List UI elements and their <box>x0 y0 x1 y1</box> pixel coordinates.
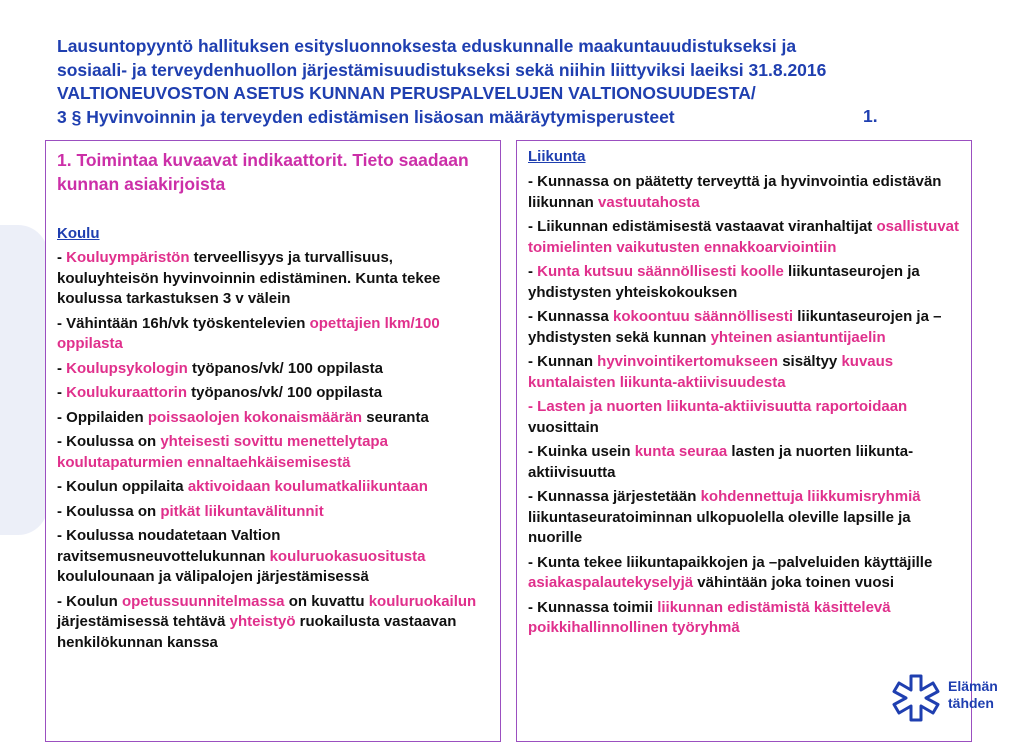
item-text: liikuntaseuratoiminnan ulkopuolella oleville lapsille ja nuorille <box>528 508 911 546</box>
page-number: 1. <box>863 106 878 126</box>
item-text: sisältyy <box>778 353 842 370</box>
item-text: liikuntaseurojen ja –yhdistysten sekä kunnan <box>528 308 942 346</box>
item-text: - <box>57 359 67 377</box>
indicator-item <box>57 383 492 404</box>
item-text: työpanos/vk/ 100 oppilasta <box>187 359 383 377</box>
item-text: ruokailusta vastaavan henkilökunnan kanssa <box>57 613 457 651</box>
logo-line-1: Elämän <box>948 678 998 694</box>
indicator-item <box>57 502 492 523</box>
highlighted-text: pitkät liikuntavälitunnit <box>160 502 324 520</box>
logo-wordmark <box>948 678 998 712</box>
highlighted-text: Koulupsykologin <box>66 359 188 377</box>
indicator-item <box>57 477 492 498</box>
indicator-item <box>57 248 492 310</box>
highlighted-text: Kouluympäristön <box>66 249 190 266</box>
item-text: - Kunnassa on päätetty terveyttä ja hyvinvointia edistävän liikunnan <box>528 173 942 211</box>
header-line-1: Lausuntopyyntö hallituksen esitysluonnoksesta eduskunnalle maakuntauudistukseksi ja <box>57 36 797 56</box>
highlighted-text: liikunnan edistämistä käsittelevä poikkihallinnollinen työryhmä <box>528 598 891 636</box>
indicator-item <box>57 432 492 473</box>
item-text: - Kunnan <box>528 353 598 370</box>
highlighted-text: kokoontuu säännöllisesti <box>613 308 794 325</box>
item-text: - <box>528 263 538 280</box>
highlighted-text: kohdennettuja liikkumisryhmiä <box>700 488 921 505</box>
highlighted-text: - Lasten ja nuorten liikunta-aktiivisuutta raportoidaan <box>528 398 908 415</box>
item-text: - Vähintään 16h/vk työskentelevien <box>57 314 310 332</box>
item-text: seuranta <box>362 408 429 426</box>
indicator-item <box>528 262 963 303</box>
highlighted-text: Koulukuraattorin <box>66 384 188 401</box>
item-text: työpanos/vk/ 100 oppilasta <box>187 384 383 401</box>
item-text: liikuntaseurojen ja yhdistysten yhteiskokouksen <box>528 263 920 301</box>
item-text: - Kunnassa toimii <box>528 598 658 616</box>
indicator-list <box>528 172 963 643</box>
item-text: - Koulun <box>57 592 122 610</box>
star-of-life-icon <box>890 672 942 724</box>
indicator-item <box>57 359 492 380</box>
item-text: on kuvattu <box>284 592 369 610</box>
item-text: - Kunnassa <box>528 308 614 325</box>
indicator-item <box>528 598 963 639</box>
item-text: - Oppilaiden <box>57 408 148 426</box>
highlighted-text: opettajien lkm/100 oppilasta <box>57 314 440 352</box>
item-text: koululounaan ja välipalojen järjestämisessä <box>57 568 369 585</box>
item-text: - <box>57 384 67 401</box>
highlighted-text: Kunta kutsuu säännöllisesti koolle <box>537 263 784 280</box>
highlighted-text: kunta seuraa <box>634 443 728 460</box>
item-text: - Kunta tekee liikuntapaikkojen ja –palveluiden käyttäjille <box>528 553 933 571</box>
indicator-item <box>528 307 963 348</box>
header-line-3: VALTIONEUVOSTON ASETUS KUNNAN PERUSPALVELUJEN VALTIONOSUUDESTA/ <box>57 83 756 104</box>
highlighted-text: aktivoidaan koulumatkaliikuntaan <box>187 478 428 495</box>
indicators-panel-liikunta <box>516 140 972 742</box>
highlighted-text: osallistuvat toimielinten vaikutusten ennakkoarviointiin <box>528 218 959 256</box>
indicator-item <box>528 397 963 438</box>
highlighted-text: yhteistyö <box>229 613 296 630</box>
highlighted-text: vastuutahosta <box>598 193 700 211</box>
indicator-item <box>528 487 963 549</box>
indicator-item <box>528 217 963 258</box>
indicator-item <box>528 352 963 393</box>
highlighted-text: asiakaspalautekyselyjä <box>528 574 694 591</box>
document-header <box>57 35 957 130</box>
highlighted-text: kouluruokailun <box>368 592 477 610</box>
highlighted-text: yhteinen asiantuntijaelin <box>710 328 886 346</box>
logo-line-2: tähden <box>948 695 994 711</box>
item-text: - Kunnassa järjestetään <box>528 488 701 505</box>
item-text: - Koulussa noudatetaan Valtion ravitsemusneuvottelukunnan <box>57 527 281 565</box>
indicator-item <box>57 314 492 355</box>
item-text: - Liikunnan edistämisestä vastaavat viranhaltijat <box>528 218 877 235</box>
indicators-panel-school <box>45 140 501 742</box>
item-text: - Koulussa on <box>57 433 161 450</box>
background-watermark <box>0 225 48 535</box>
item-text: - Koulussa on <box>57 502 161 520</box>
header-line-4: 3 § Hyvinvoinnin ja terveyden edistämisen lisäosan määräytymisperusteet <box>57 107 675 128</box>
highlighted-text: kouluruokasuositusta <box>269 547 426 565</box>
highlighted-text: hyvinvointikertomukseen <box>597 353 779 370</box>
item-text: - <box>57 249 67 266</box>
item-text: vähintään joka toinen vuosi <box>693 574 894 591</box>
highlighted-text: opetussuunnitelmassa <box>121 592 285 610</box>
item-text: terveellisyys ja turvallisuus, kouluyhteisön hyvinvoinnin edistäminen. Kunta tekee koulussa tarkastuksen 3 v välein <box>57 249 441 307</box>
header-line-2: sosiaali- ja terveydenhuollon järjestämisuudistukseksi sekä niihin liittyviksi laeiksi 31.8.2016 <box>57 59 827 80</box>
highlighted-text: kuvaus kuntalaisten liikunta-aktiivisuudesta <box>528 353 894 391</box>
section-heading-koulu: Koulu <box>57 225 100 242</box>
item-text: järjestämisessä tehtävä <box>57 613 230 630</box>
indicator-item <box>57 592 492 654</box>
item-text: lasten ja nuorten liikunta-aktiivisuutta <box>528 443 914 481</box>
section-heading-liikunta: Liikunta <box>528 148 586 165</box>
highlighted-text: poissaolojen kokonaismäärän <box>147 408 363 426</box>
indicator-item <box>528 553 963 594</box>
item-text: - Koulun oppilaita <box>57 478 188 495</box>
indicator-item <box>528 172 963 213</box>
indicator-list <box>57 248 492 657</box>
indicator-item <box>57 526 492 588</box>
panel-title: 1. Toimintaa kuvaavat indikaattorit. Tieto saadaan kunnan asiakirjoista <box>57 150 469 194</box>
item-text: vuosittain <box>528 418 599 436</box>
indicator-item <box>57 408 492 429</box>
indicator-item <box>528 442 963 483</box>
highlighted-text: yhteisesti sovittu menettelytapa koulutapaturmien ennaltaehkäisemisestä <box>57 433 388 471</box>
item-text: - Kuinka usein <box>528 443 635 460</box>
elaman-tahden-logo <box>890 670 1008 730</box>
